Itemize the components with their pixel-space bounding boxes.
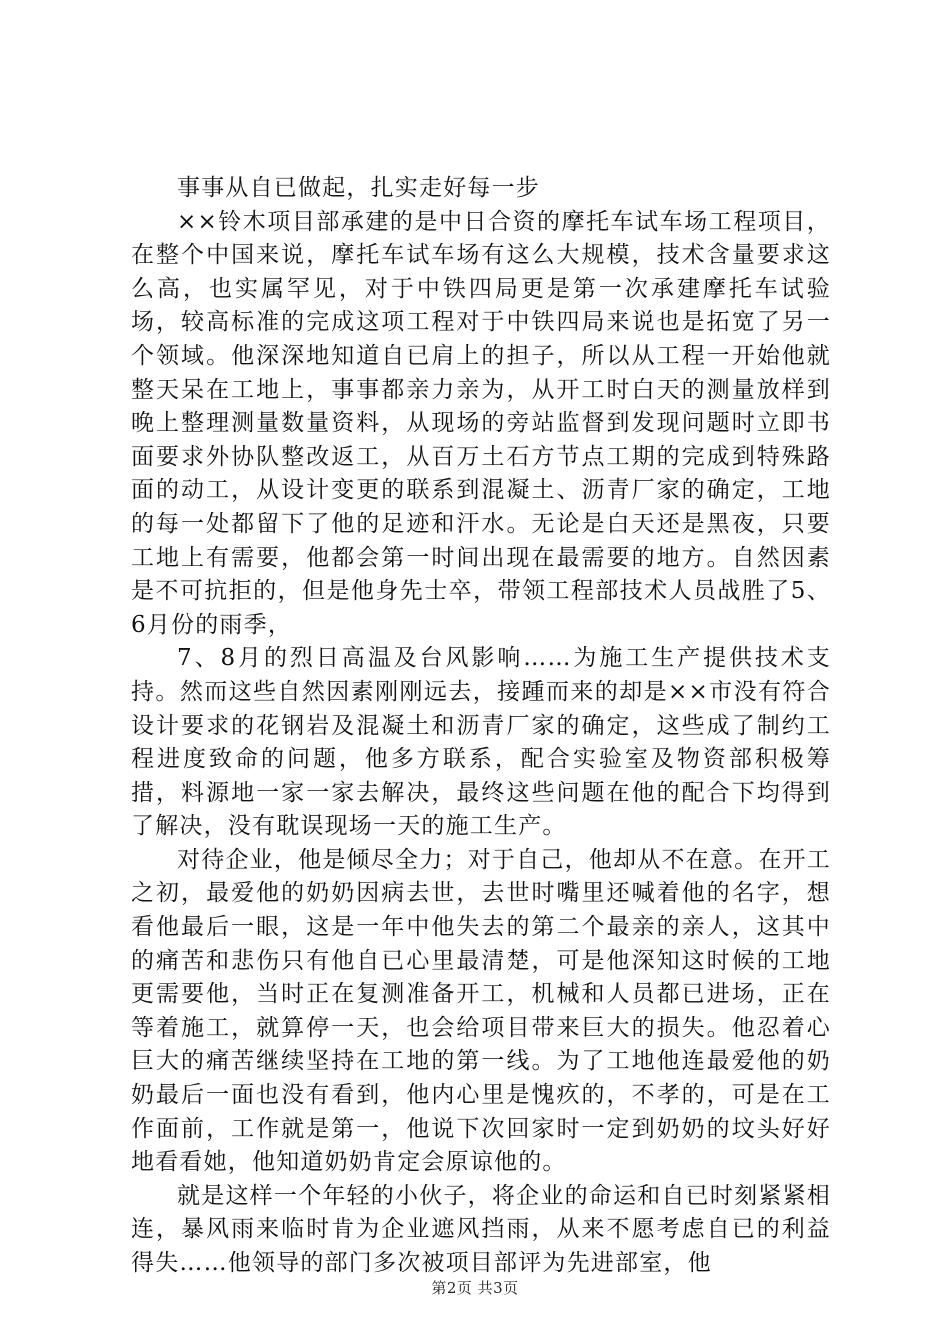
paragraph: 对待企业，他是倾尽全力；对于自己，他却从不在意。在开工之初，最爱他的奶奶因病去世，去世时嘴里还喊着他的名字，想看他最后一眼，这是一年中他失去的第二个最亲的亲人，这其中的痛苦和悲伤只有他自已心里最清楚，可是他深知这时候的工地更需要他，当时正在复测准备开工，机械和人员都已进场，正在等着施工，就算停一天，也会给项目带来巨大的损失。他忍着心巨大的痛苦继续坚持在工地的第一线。为了工地他连最爱他的奶奶最后一面也没有看到，他内心里是愧疚的，不孝的，可是在工作面前，工作就是第一，他说下次回家时一定到奶奶的坟头好好地看看她，他知道奶奶肯定会原谅他的。 [131,846,831,1176]
document-body [131,172,831,1281]
paragraph: 7、8月的烈日高温及台风影响……为施工生产提供技术支持。然而这些自然因素刚刚远去，接踵而来的却是××市没有符合设计要求的花钢岩及混凝土和沥青厂家的确定，这些成了制约工程进度致命的问题，他多方联系，配合实验室及物资部积极筹措，料源地一家一家去解决，最终这些问题在他的配合下均得到了解决，没有耽误现场一天的施工生产。 [131,645,831,840]
paragraph: ××铃木项目部承建的是中日合资的摩托车试车场工程项目，在整个中国来说，摩托车试车场有这么大规模，技术含量要求这么高，也实属罕见，对于中铁四局更是第一次承建摩托车试验场，较高标准的完成这项工程对于中铁四局来说也是拓宽了另一个领域。他深深地知道自已肩上的担子，所以从工程一开始他就整天呆在工地上，事事都亲力亲为，从开工时白天的测量放样到晚上整理测量数量资料，从现场的旁站监督到发现问题时立即书面要求外协队整改返工，从百万土石方节点工期的完成到特殊路面的动工，从设计变更的联系到混凝土、沥青厂家的确定，工地的每一处都留下了他的足迹和汗水。无论是白天还是黑夜，只要工地上有需要，他都会第一时间出现在最需要的地方。自然因素是不可抗拒的，但是他身先士卒，带领工程部技术人员战胜了5、6月份的雨季， [131,208,831,638]
paragraph: 就是这样一个年轻的小伙子，将企业的命运和自已时刻紧紧相连，暴风雨来临时肯为企业遮风挡雨，从来不愿考虑自已的利益得失……他领导的部门多次被项目部评为先进部室，他 [131,1182,831,1276]
page-number: 第2页 共3页 [431,1279,519,1297]
document-title: 事事从自已做起，扎实走好每一步 [177,175,540,201]
